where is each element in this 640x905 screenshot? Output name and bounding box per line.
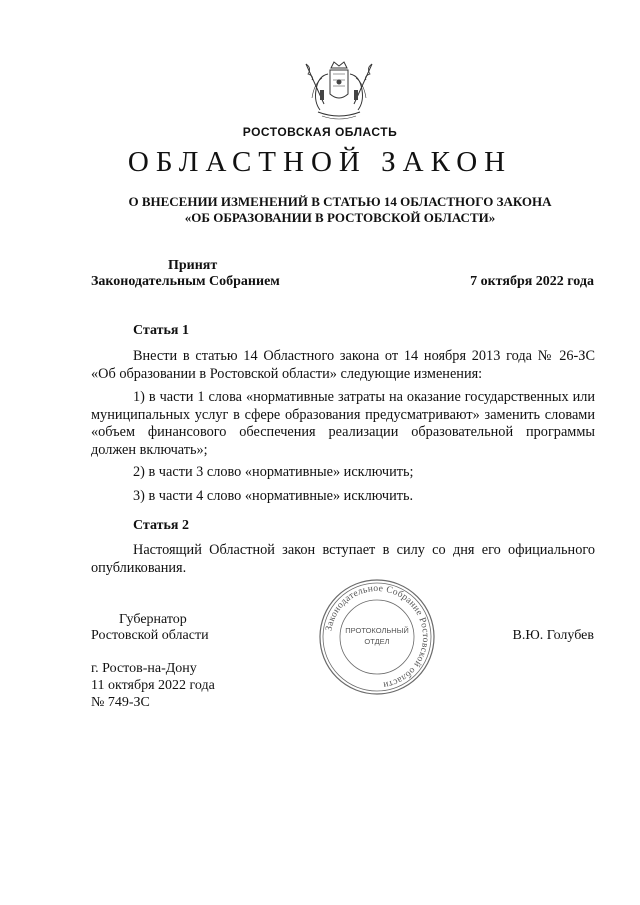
article-1-item-1: 1) в части 1 слова «нормативные затраты на оказание государственных или муниципальных услуг в сфере образования предусматривают» заменить словами «объем финансового обеспечения реализации образовательной программы должен включать»; bbox=[91, 389, 595, 458]
adopted-by: Законодательным Собранием bbox=[91, 274, 280, 289]
signer-name: В.Ю. Голубев bbox=[512, 628, 594, 643]
adopted-date: 7 октября 2022 года bbox=[470, 274, 594, 289]
signer-title-line-2: Ростовской области bbox=[91, 628, 209, 643]
stamp-center-line-2: ОТДЕЛ bbox=[364, 637, 390, 646]
stamp-center-line-1: ПРОТОКОЛЬНЫЙ bbox=[345, 626, 409, 635]
subtitle-line-2: «ОБ ОБРАЗОВАНИИ В РОСТОВСКОЙ ОБЛАСТИ» bbox=[184, 210, 496, 225]
signer-title-line-1: Губернатор bbox=[119, 612, 187, 627]
article-1-item-3: 3) в части 4 слово «нормативные» исключить. bbox=[133, 488, 414, 504]
subtitle-line-1: О ВНЕСЕНИИ ИЗМЕНЕНИЙ В СТАТЬЮ 14 ОБЛАСТНОГО ЗАКОНА bbox=[128, 194, 552, 209]
footer-date: 11 октября 2022 года bbox=[91, 678, 215, 693]
document-type-title: ОБЛАСТНОЙ ЗАКОН bbox=[127, 146, 513, 178]
stamp-ring-text: Законодательное Собрание Ростовской области bbox=[324, 583, 431, 690]
article-1-heading: Статья 1 bbox=[133, 323, 189, 338]
adopted-label: Принят bbox=[168, 258, 218, 273]
official-stamp bbox=[318, 578, 436, 696]
footer-city: г. Ростов-на-Дону bbox=[91, 661, 197, 676]
article-2-text: Настоящий Областной закон вступает в силу со дня его официального опубликования. bbox=[91, 542, 595, 576]
footer-law-number: № 749-ЗС bbox=[91, 695, 150, 710]
law-subtitle bbox=[60, 194, 620, 226]
article-2-heading: Статья 2 bbox=[133, 518, 189, 533]
region-name: РОСТОВСКАЯ ОБЛАСТЬ bbox=[242, 125, 398, 139]
coat-of-arms-emblem bbox=[298, 60, 380, 122]
article-1-item-2: 2) в части 3 слово «нормативные» исключить; bbox=[133, 464, 414, 480]
article-1-intro: Внести в статью 14 Областного закона от 14 ноября 2013 года № 26-ЗС «Об образовании в Ростовской области» следующие изменения: bbox=[91, 348, 595, 382]
